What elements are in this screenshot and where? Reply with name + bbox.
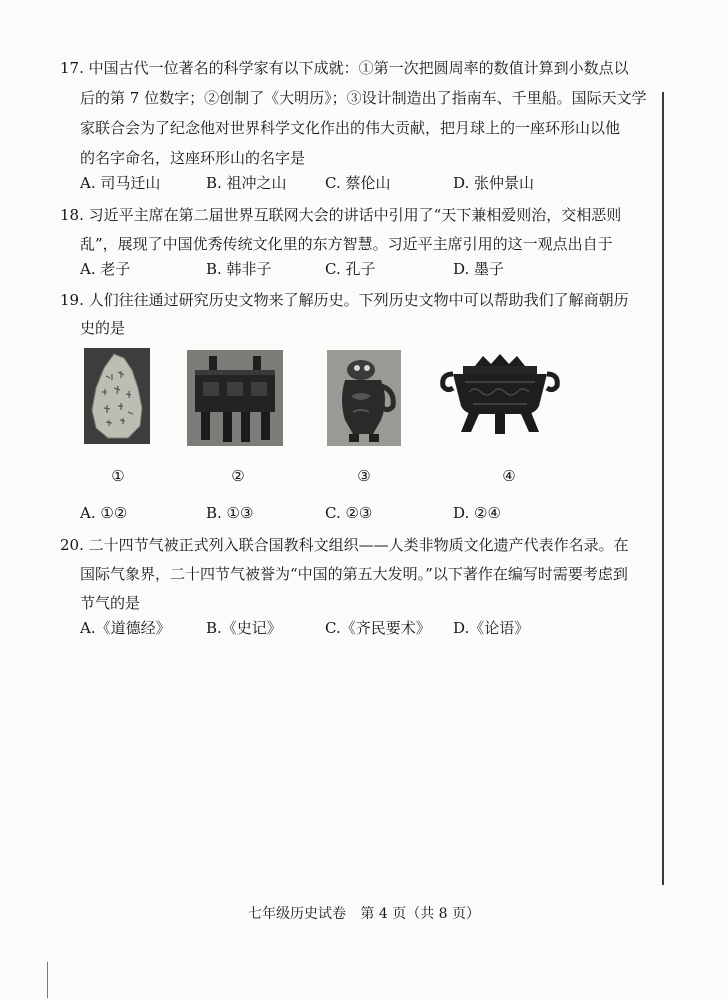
q19-option-d: D. ②④ — [453, 504, 501, 522]
q20-line-1: 20. 二十四节气被正式列入联合国教科文组织——人类非物质文化遗产代表作名录。在 — [60, 536, 629, 554]
q18-option-d: D. 墨子 — [453, 260, 505, 278]
q19-option-c: C. ②③ — [325, 504, 373, 522]
q18-option-c: C. 孔子 — [325, 260, 376, 278]
q17-line-4: 的名字命名，这座环形山的名字是 — [80, 149, 306, 167]
binding-margin-rule — [662, 92, 664, 885]
left-edge-mark — [47, 962, 48, 998]
bronze-ding-image — [187, 350, 283, 446]
figure-label-3: ③ — [357, 467, 371, 485]
q20-option-a: A.《道德经》 — [80, 619, 171, 637]
q18-line-1: 18. 习近平主席在第二届世界互联网大会的讲话中引用了“天下兼相爱则治，交相恶则 — [60, 206, 622, 224]
oracle-bone-image — [84, 348, 150, 444]
q18-option-b: B. 韩非子 — [206, 260, 272, 278]
figure-label-4: ④ — [502, 467, 516, 485]
q19-option-b: B. ①③ — [206, 504, 254, 522]
q18-option-a: A. 老子 — [80, 260, 131, 278]
q20-option-d: D.《论语》 — [453, 619, 530, 637]
q17-option-b: B. 祖冲之山 — [206, 174, 287, 192]
q17-line-2: 后的第 7 位数字；②创制了《大明历》；③设计制造出了指南车、千里船。国际天文学 — [80, 89, 647, 107]
q20-line-2: 国际气象界，二十四节气被誉为“中国的第五大发明。”以下著作在编写时需要考虑到 — [80, 565, 628, 583]
footer-page-number: 第 4 页（共 8 页） — [360, 906, 481, 922]
q19-line-1: 19. 人们往往通过研究历史文物来了解历史。下列历史文物中可以帮助我们了解商朝历 — [60, 291, 629, 309]
q17-line-3: 家联合会为了纪念他对世界科学文化作出的伟大贡献，把月球上的一座环形山以他 — [80, 119, 621, 137]
q18-line-2: 乱”，展现了中国优秀传统文化里的东方智慧。习近平主席引用的这一观点出自于 — [80, 235, 613, 253]
bronze-vessel-image — [327, 350, 401, 446]
q19-option-a: A. ①② — [80, 504, 128, 522]
q17-option-a: A. 司马迁山 — [80, 174, 161, 192]
page-footer — [0, 903, 728, 923]
q20-line-3: 节气的是 — [80, 594, 141, 612]
q20-option-c: C.《齐民要术》 — [325, 619, 431, 637]
ornate-bronze-image — [439, 352, 561, 438]
q17-option-d: D. 张仲景山 — [453, 174, 535, 192]
q19-line-2: 史的是 — [80, 319, 126, 337]
q20-option-b: B.《史记》 — [206, 619, 282, 637]
q17-line-1: 17. 中国古代一位著名的科学家有以下成就：①第一次把圆周率的数值计算到小数点以 — [60, 59, 629, 77]
footer-exam-title: 七年级历史试卷 — [247, 906, 346, 922]
figure-label-1: ① — [111, 467, 125, 485]
figure-label-2: ② — [231, 467, 245, 485]
q17-option-c: C. 蔡伦山 — [325, 174, 391, 192]
